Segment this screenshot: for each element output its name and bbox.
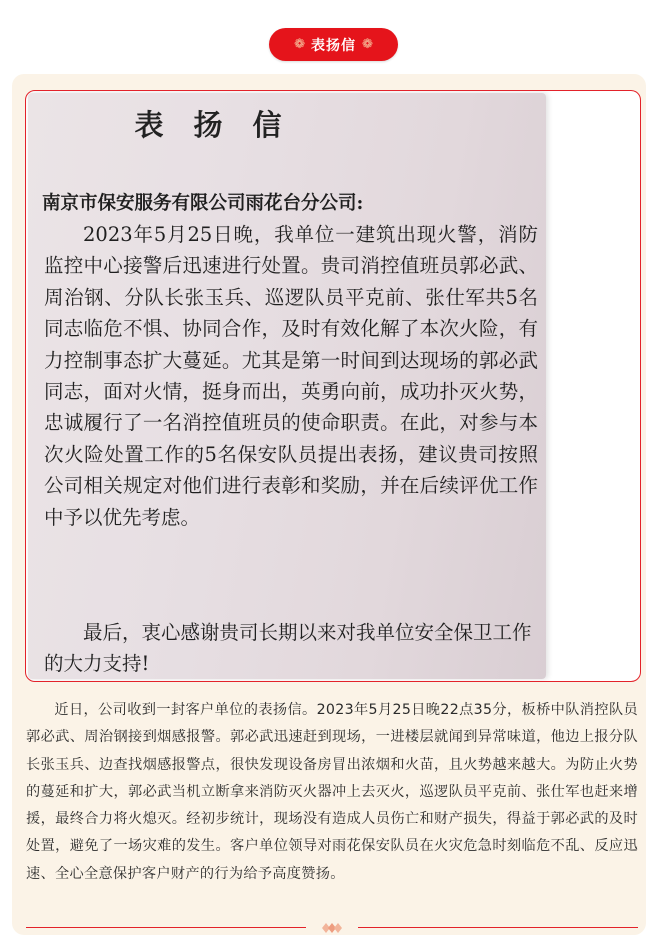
letter-body: 2023年5月25日晚，我单位一建筑出现火警，消防监控中心接警后迅速进行处置。贵司消控值班员郭必武、周治钢、分队长张玉兵、巡逻队员平克前、张仕军共5名同志临危不惧、协同合作，及时有效化解了本次火险，有力控制事态扩大蔓延。尤其是第一时间到达现场的郭必武同志，面对火情，挺身而出，英勇向前，成功扑灭火势，忠诚履行了一名消控值班员的使命职责。在此，对参与本次火险处置工作的5名保安队员提出表扬，建议贵司按照公司相关规定对他们进行表彰和奖励，并在后续评优工作中予以优先考虑。 (44, 223, 538, 529)
flower-right-icon: ❁ (362, 37, 373, 52)
divider-line-left (26, 927, 306, 928)
letter-closing: 最后，衷心感谢贵司长期以来对我单位安全保卫工作的大力支持! (44, 621, 532, 676)
section-divider (26, 922, 638, 934)
letter-photo-frame (25, 90, 641, 682)
page-title: 表扬信 (311, 37, 356, 54)
letter-addressee: 南京市保安服务有限公司雨花台分公司: (42, 193, 364, 214)
flower-left-icon: ❁ (294, 37, 305, 52)
article-paragraph: 近日，公司收到一封客户单位的表扬信。2023年5月25日晚22点35分，板桥中队消控队员郭必武、周治钢接到烟感报警。郭必武迅速赶到现场，一进楼层就闻到异常味道，他边上报分队长张玉兵、边查找烟感报警点，很快发现设备房冒出浓烟和火苗，且火势越来越大。为防止火势的蔓延和扩大，郭必武当机立断拿来消防灭火器冲上去灭火，巡逻队员平克前、张仕军也赶来增援，最终合力将火熄灭。经初步统计，现场没有造成人员伤亡和财产损失，得益于郭必武的及时处置，避免了一场灾难的发生。客户单位领导对雨花保安队员在火灾危急时刻临危不乱、反应迅速、全心全意保护客户财产的行为给予高度赞扬。 (26, 702, 638, 882)
letter-photo (28, 93, 546, 679)
divider-line-right (358, 927, 638, 928)
diamond-ornament-icon (320, 922, 344, 934)
title-badge (269, 28, 398, 61)
letter-title: 表扬信 (134, 108, 312, 142)
